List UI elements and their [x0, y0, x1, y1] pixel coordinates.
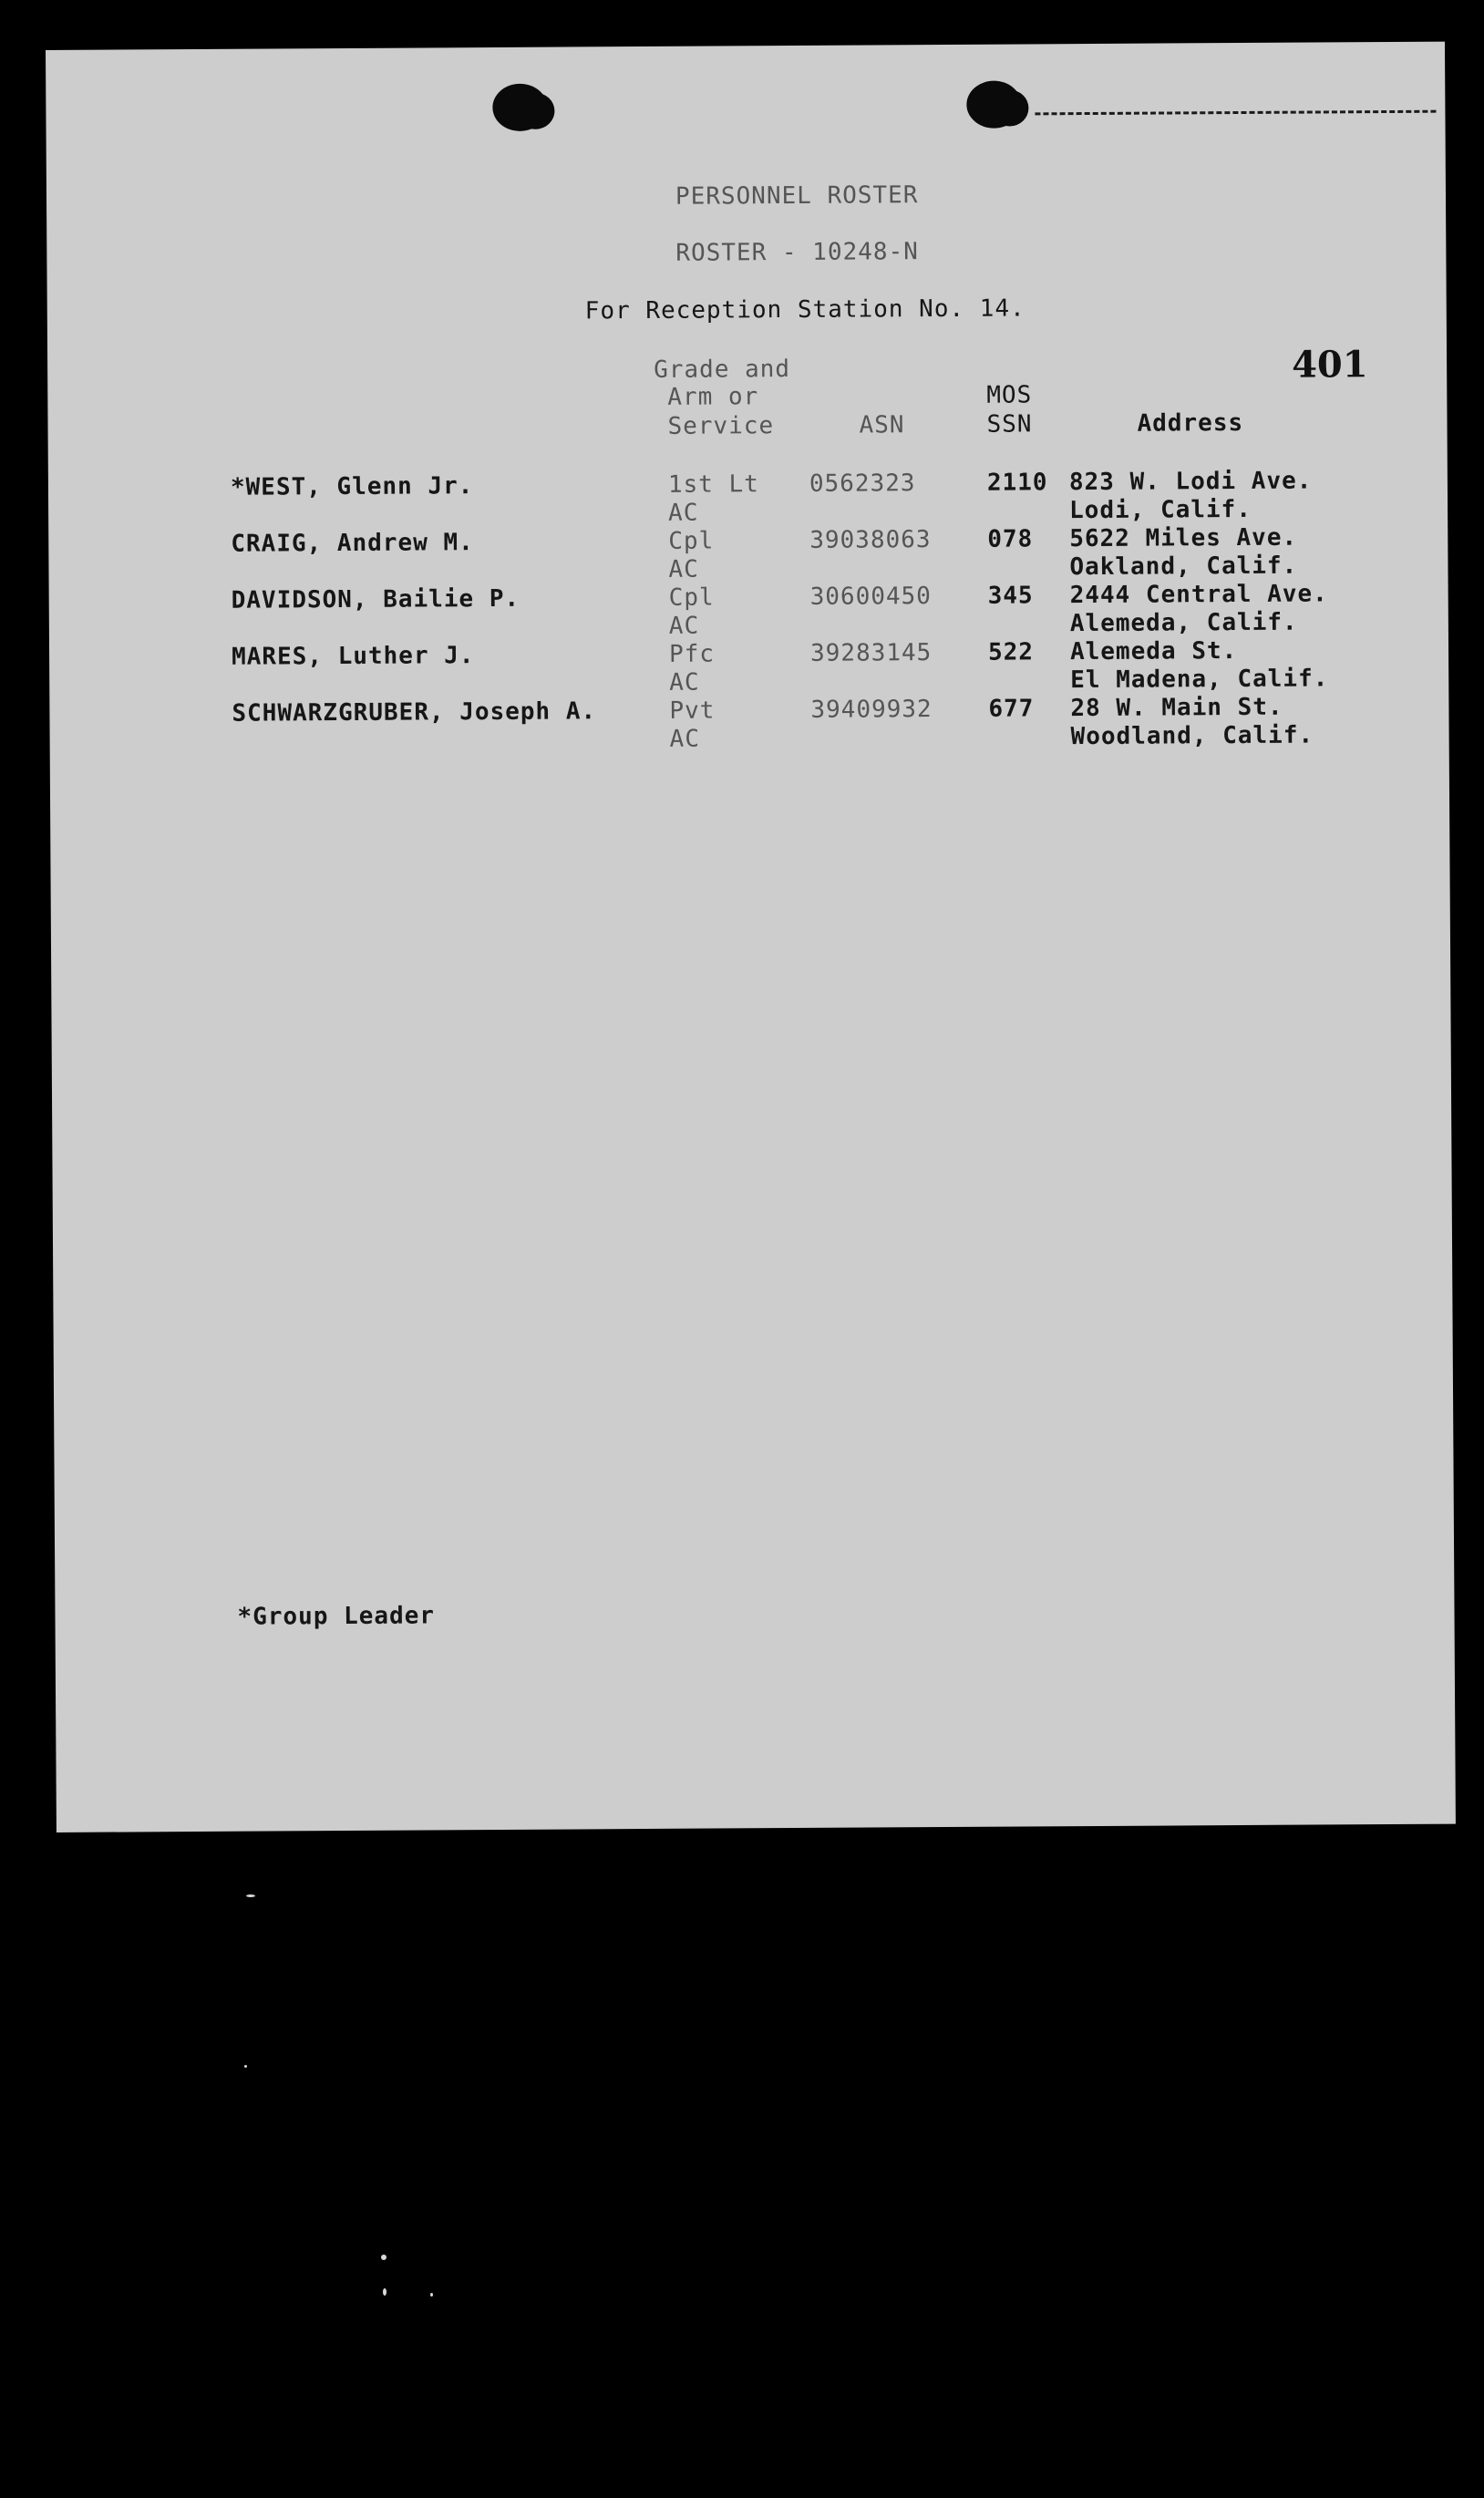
roster-grade: Cpl — [668, 527, 715, 555]
station-line: For Reception Station No. 14. — [584, 294, 1025, 325]
column-header-address: Address — [1137, 408, 1244, 438]
scan-speck — [244, 2065, 247, 2068]
punch-hole-left — [492, 84, 547, 131]
roster-address-line1: 28 W. Main St. — [1070, 693, 1283, 723]
scan-speck — [430, 2293, 433, 2297]
column-header-mos: MOS — [986, 381, 1033, 409]
scan-speck — [246, 1894, 255, 1897]
roster-asn: 39038063 — [809, 526, 932, 554]
roster-address-line1: 2444 Central Ave. — [1069, 580, 1328, 610]
roster-number: ROSTER - 10248-N — [675, 238, 919, 267]
roster-address-line1: 823 W. Lodi Ave. — [1068, 467, 1313, 497]
roster-mos: 677 — [988, 695, 1035, 723]
column-header-grade-1: Grade and — [654, 356, 791, 384]
roster-name: CRAIG, Andrew M. — [231, 529, 474, 558]
roster-address-line2: El Madena, Calif. — [1070, 665, 1329, 695]
roster-page — [46, 42, 1456, 1832]
roster-name: *WEST, Glenn Jr. — [230, 472, 474, 501]
column-header-grade-2: Arm or — [667, 383, 759, 411]
roster-name: SCHWARZGRUBER, Joseph A. — [232, 697, 597, 728]
roster-asn: 0562323 — [809, 470, 916, 498]
roster-address-line2: Lodi, Calif. — [1069, 495, 1252, 525]
roster-grade: Cpl — [668, 583, 715, 612]
roster-arm: AC — [668, 612, 700, 640]
roster-grade: Pfc — [668, 640, 716, 668]
footnote-group-leader: *Group Leader — [237, 1602, 436, 1631]
roster-asn: 39409932 — [810, 696, 933, 724]
punch-hole-right — [966, 80, 1021, 128]
roster-arm: AC — [668, 555, 699, 583]
roster-name: DAVIDSON, Bailie P. — [231, 584, 520, 614]
roster-arm: AC — [669, 725, 701, 753]
roster-arm: AC — [669, 668, 700, 697]
roster-asn: 39283145 — [809, 639, 933, 667]
scan-speck — [383, 2288, 386, 2296]
roster-address-line2: Woodland, Calif. — [1070, 721, 1314, 751]
roster-mos: 522 — [987, 638, 1035, 666]
roster-grade: Pvt — [669, 697, 716, 725]
roster-grade: 1st Lt — [667, 470, 759, 499]
column-header-asn: ASN — [859, 411, 905, 439]
roster-address-line2: Alemeda, Calif. — [1069, 608, 1298, 638]
roster-address-line1: Alemeda St. — [1069, 637, 1238, 666]
roster-mos: 078 — [987, 525, 1034, 553]
page-number: 401 — [1291, 343, 1368, 387]
document-title: PERSONNEL ROSTER — [675, 181, 919, 211]
column-header-grade-3: Service — [667, 412, 775, 440]
roster-name: MARES, Luther J. — [231, 642, 475, 671]
column-header-ssn: SSN — [986, 410, 1033, 439]
torn-edge-line — [1035, 110, 1436, 116]
roster-asn: 30600450 — [809, 583, 933, 611]
roster-address-line2: Oakland, Calif. — [1069, 552, 1298, 582]
roster-mos: 2110 — [986, 469, 1048, 497]
scan-speck — [381, 2255, 386, 2260]
roster-arm: AC — [668, 499, 699, 527]
roster-mos: 345 — [987, 582, 1034, 610]
roster-address-line1: 5622 Miles Ave. — [1069, 523, 1298, 553]
